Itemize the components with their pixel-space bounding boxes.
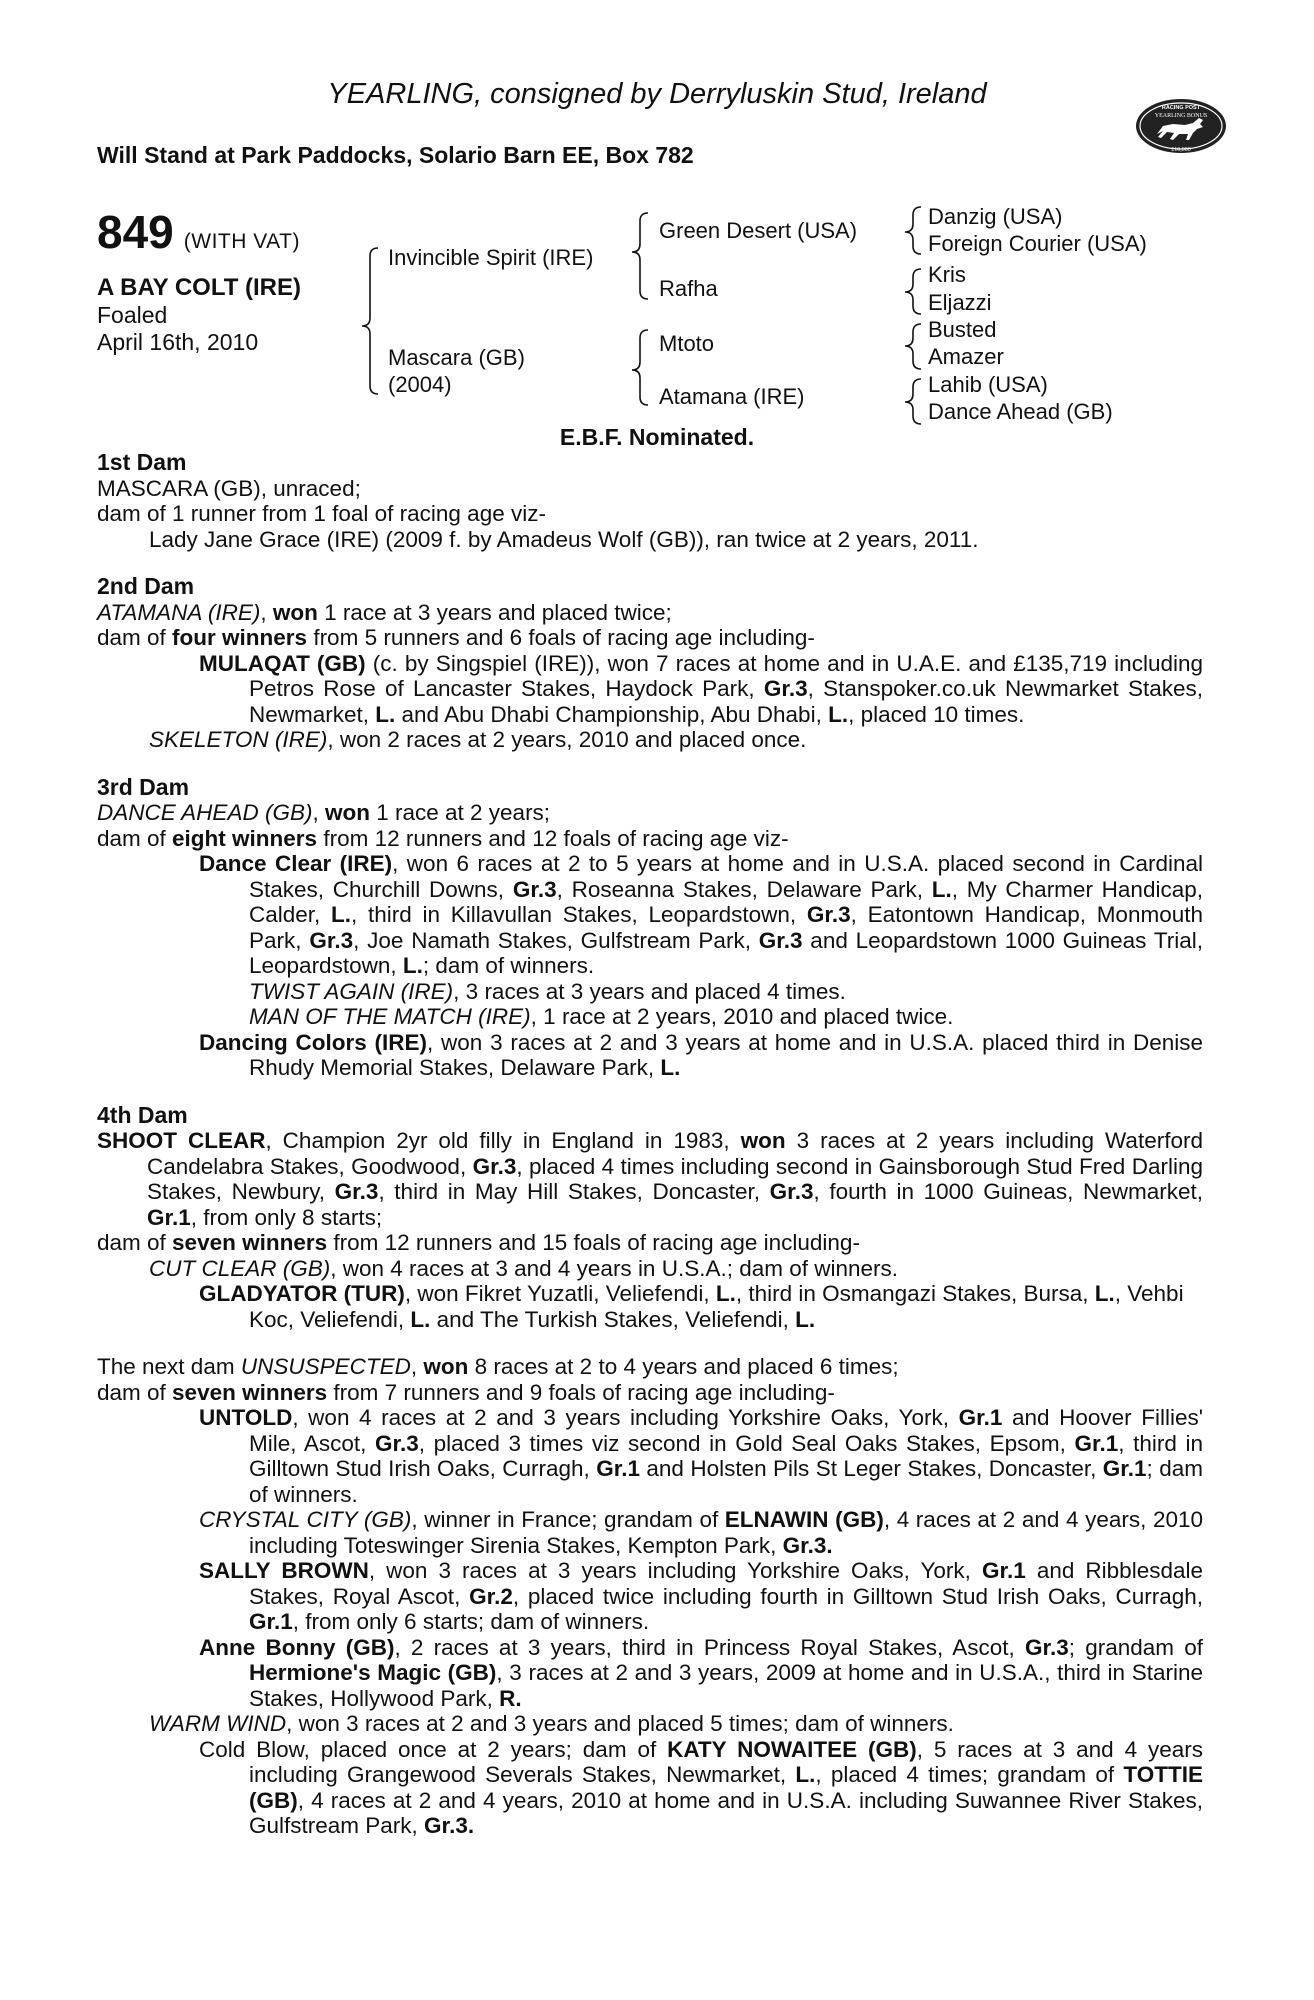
produce-crystal-city: CRYSTAL CITY (GB), winner in France; grandam of ELNAWIN (GB), 4 races at 2 and 4 years, 2010 including Toteswinger Sirenia Stakes, Kempton Park, Gr.3.	[199, 1507, 1204, 1558]
pedigree-sds: Kris	[928, 262, 966, 287]
pedigree-dam-year: (2004)	[388, 372, 452, 397]
produce-cut-clear: CUT CLEAR (GB), won 4 races at 3 and 4 years in U.S.A.; dam of winners.	[149, 1255, 899, 1281]
produce-cold-blow: Cold Blow, placed once at 2 years; dam of KATY NOWAITEE (GB), 5 races at 3 and 4 years including Grangewood Severals Stakes, Newmarket, L., placed 4 times; grandam of TOTTIE (GB), 4 races at 2 and 4 years, 2010 at home and in U.S.A. including Suwannee River Stakes, Gulfstream Park, Gr.3.	[199, 1736, 1203, 1838]
produce-skeleton: SKELETON (IRE), won 2 races at 2 years, 2010 and placed once.	[149, 727, 807, 752]
produce-twist-again: TWIST AGAIN (IRE), 3 races at 3 years and placed 4 times.	[249, 978, 846, 1004]
produce-mulaqat: MULAQAT (GB) (c. by Singspiel (IRE)), won 7 races at home and in U.A.E. and £135,719 including Petros Rose of Lancaster Stakes, Haydock Park, Gr.3, Stanspoker.co.uk Newmarket Stakes, Newmarket, L. and Abu Dhabi Championship, Abu Dhabi, L., placed 10 times.	[199, 650, 1203, 727]
ebf-nominated: E.B.F. Nominated.	[559, 424, 755, 450]
produce-man-of-the-match: MAN OF THE MATCH (IRE), 1 race at 2 years, 2010 and placed twice.	[249, 1004, 954, 1029]
fourth-dam-record: SHOOT CLEAR, Champion 2yr old filly in England in 1983, won 3 races at 2 years including Waterford Candelabra Stakes, Goodwood, Gr.3, placed 4 times including second in Gainsborough Stud Fred Darling Stakes, Newbury, Gr.3, third in May Hill Stakes, Doncaster, Gr.3, fourth in 1000 Guineas, Newmarket, Gr.1, from only 8 starts;	[97, 1128, 1203, 1230]
pedigree-sire-dam: Rafha	[659, 276, 718, 301]
pedigree-sire-sire: Green Desert (USA)	[659, 218, 858, 243]
produce-dancing-colors: Dancing Colors (IRE), won 3 races at 2 and 3 years at home and in U.S.A. placed third in Denise Rhudy Memorial Stakes, Delaware Park, L.	[199, 1029, 1204, 1080]
brace-dd	[905, 379, 921, 424]
third-dam-line1: DANCE AHEAD (GB), won 1 race at 2 years;	[97, 800, 551, 825]
first-dam-line2: dam of 1 runner from 1 foal of racing age viz-	[97, 501, 546, 526]
stand-location: Will Stand at Park Paddocks, Solario Barn EE, Box 782	[97, 142, 694, 168]
produce-sally-brown: SALLY BROWN, won 3 races at 3 years including Yorkshire Oaks, York, Gr.1 and Ribblesdale Stakes, Royal Ascot, Gr.2, placed twice including fourth in Gilltown Stud Irish Oaks, Curragh, Gr.1, from only 6 starts; dam of winners.	[199, 1558, 1203, 1634]
badge-top-text: RACING POST	[1161, 105, 1201, 111]
brace-sd	[905, 269, 921, 314]
third-dam-heading: 3rd Dam	[97, 773, 190, 800]
brace-gen1	[362, 248, 378, 394]
pedigree-dds: Lahib (USA)	[928, 372, 1048, 397]
next-dam-line2: dam of seven winners from 7 runners and 9 foals of racing age including-	[97, 1379, 835, 1405]
pedigree-sdd: Eljazzi	[928, 290, 992, 315]
pedigree-ddd: Dance Ahead (GB)	[928, 399, 1113, 424]
produce-warm-wind: WARM WIND, won 3 races at 2 and 3 years and placed 5 times; dam of winners.	[149, 1711, 954, 1736]
brace-ds	[905, 324, 921, 369]
brace-ss	[905, 207, 921, 254]
pedigree-dam-sire: Mtoto	[659, 331, 715, 356]
badge-mid-text: YEARLING BONUS	[1154, 113, 1208, 119]
foaled-label: Foaled	[97, 302, 168, 328]
pedigree-dss: Busted	[928, 317, 997, 342]
badge-amount-text: £10,000	[1171, 147, 1191, 153]
lot-number-value: 849	[97, 206, 174, 258]
produce-gladyator: GLADYATOR (TUR), won Fikret Yuzatli, Veliefendi, L., third in Osmangazi Stakes, Bursa, L., Vehbi Koc, Veliefendi, L. and The Turkish Stakes, Veliefendi, L.	[199, 1281, 1184, 1332]
pedigree-sss: Danzig (USA)	[928, 204, 1063, 229]
vat-label: (WITH VAT)	[183, 230, 300, 253]
third-dam-line2: dam of eight winners from 12 runners and 12 foals of racing age viz-	[97, 825, 789, 851]
pedigree-sire: Invincible Spirit (IRE)	[388, 245, 594, 270]
pedigree-dam-name: Mascara (GB)	[388, 345, 525, 370]
produce-anne-bonny: Anne Bonny (GB), 2 races at 3 years, third in Princess Royal Stakes, Ascot, Gr.3; grandam of Hermione's Magic (GB), 3 races at 2 and 3 years, 2009 at home and in U.S.A., third in Starine Stakes, Hollywood Park, R.	[199, 1634, 1204, 1711]
pedigree-dsd: Amazer	[928, 344, 1004, 369]
pedigree-ssd: Foreign Courier (USA)	[928, 231, 1147, 256]
consignment-header: YEARLING, consigned by Derryluskin Stud, Ireland	[327, 78, 987, 110]
produce-dance-clear: Dance Clear (IRE), won 6 races at 2 to 5 years at home and in U.S.A. placed second in Cardinal Stakes, Churchill Downs, Gr.3, Roseanna Stakes, Delaware Park, L., My Charmer Handicap, Calder, L., third in Killavullan Stakes, Leopardstown, Gr.3, Eatontown Handicap, Monmouth Park, Gr.3, Joe Namath Stakes, Gulfstream Park, Gr.3 and Leopardstown 1000 Guineas Trial, Leopardstown, L.; dam of winners.	[199, 851, 1204, 978]
next-dam-line1: The next dam UNSUSPECTED, won 8 races at 2 to 4 years and placed 6 times;	[97, 1354, 899, 1379]
brace-sire	[632, 213, 648, 299]
produce-untold: UNTOLD, won 4 races at 2 and 3 years including Yorkshire Oaks, York, Gr.1 and Hoover Fillies' Mile, Ascot, Gr.3, placed 3 times viz second in Gold Seal Oaks Stakes, Epsom, Gr.1, third in Gilltown Stud Irish Oaks, Curragh, Gr.1 and Holsten Pils St Leger Stakes, Doncaster, Gr.1; dam of winners.	[199, 1405, 1204, 1507]
second-dam-heading: 2nd Dam	[97, 573, 195, 599]
horse-name: A BAY COLT (IRE)	[97, 274, 302, 301]
second-dam-line1: ATAMANA (IRE), won 1 race at 3 years and placed twice;	[97, 599, 672, 625]
second-dam-line2: dam of four winners from 5 runners and 6 foals of racing age including-	[97, 625, 815, 650]
foaled-date: April 16th, 2010	[97, 329, 259, 355]
catalogue-body	[97, 450, 1203, 1839]
brace-dam	[632, 330, 648, 405]
first-dam-heading: 1st Dam	[97, 449, 187, 475]
pedigree-braces	[0, 0, 1314, 440]
pedigree-dam-dam: Atamana (IRE)	[659, 384, 805, 409]
first-dam-line1: MASCARA (GB), unraced;	[97, 475, 361, 501]
first-dam-produce: Lady Jane Grace (IRE) (2009 f. by Amadeus Wolf (GB)), ran twice at 2 years, 2011.	[149, 526, 979, 552]
fourth-dam-heading: 4th Dam	[97, 1101, 188, 1128]
fourth-dam-line2: dam of seven winners from 12 runners and 15 foals of racing age including-	[97, 1230, 860, 1255]
